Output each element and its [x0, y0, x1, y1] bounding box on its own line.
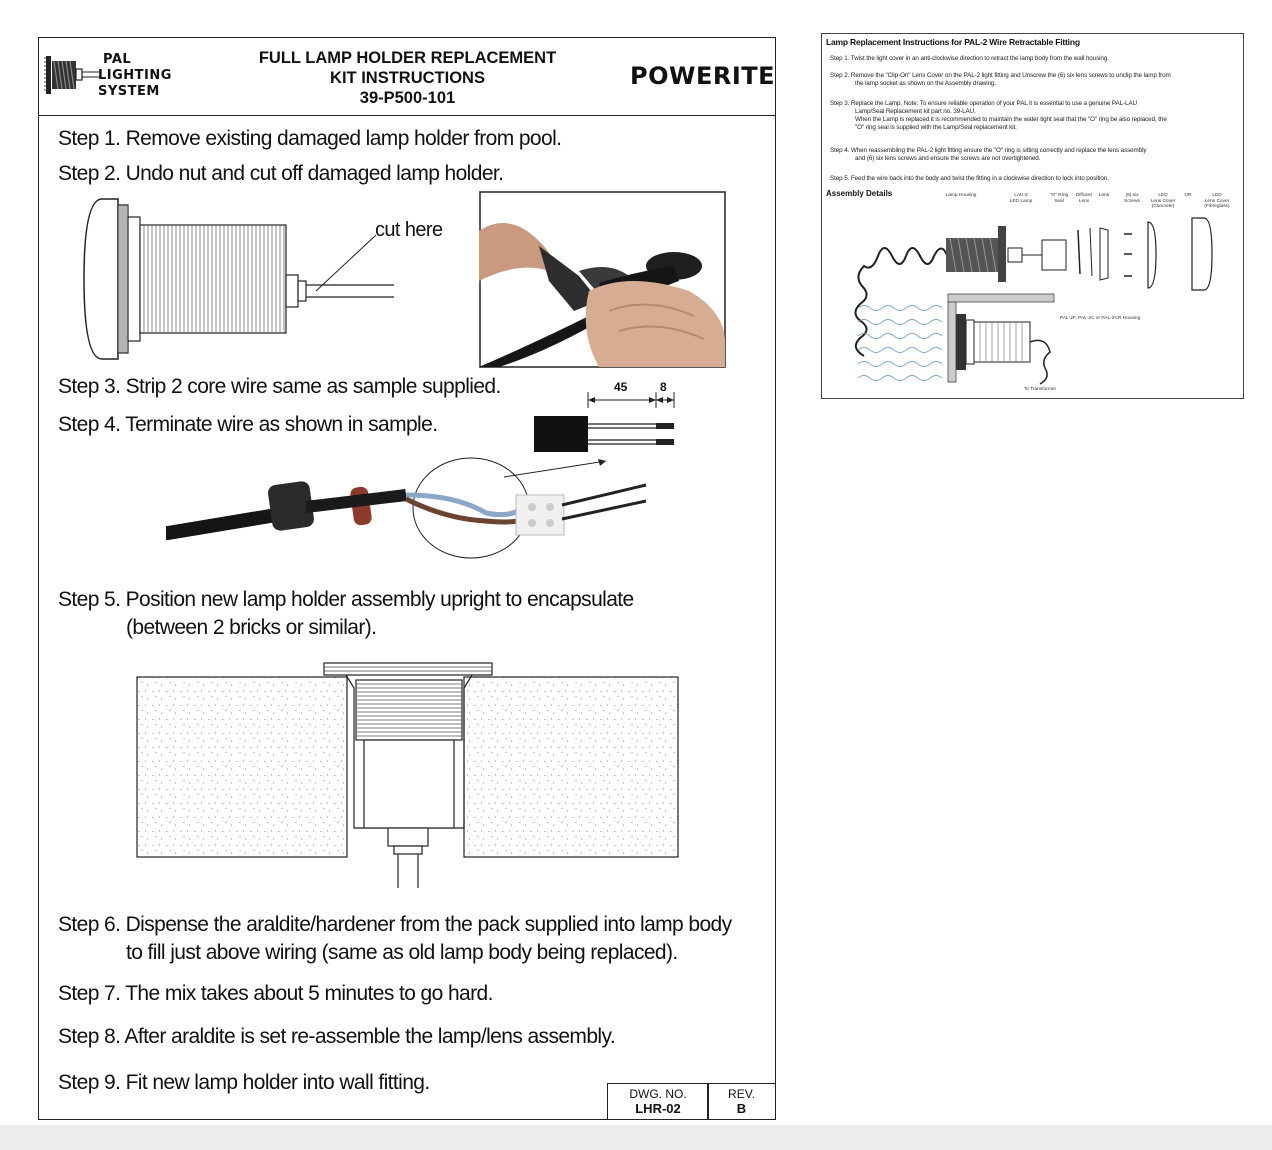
- drawing-number-cell: [607, 1083, 709, 1120]
- sheet2-step-2-continued: the lamp socket as shown on the Assembly drawing.: [855, 80, 997, 87]
- assembly-details-drawing: [850, 210, 1235, 388]
- revision-value: B: [736, 1101, 747, 1116]
- sheet2-step-3: Step 3. Replace the Lamp. Note: To ensure reliable operation of your PAL it is essential to use a genuine PAL-LAU: [830, 100, 1138, 107]
- label-diffuser-lens: Diffuser Lens: [1075, 193, 1093, 204]
- sheet2-step-2: Step 2. Remove the "Clip-On" Lens Cover on the PAL-2 light fitting and Unscrew the (6) six lens screws to unclip the lamp from: [830, 72, 1171, 79]
- sheet2-step-3-line2: Lamp/Seal Replacement kit part no. 39-LAU.: [855, 108, 976, 115]
- sheet2-step-3-line3: When the Lamp is replaced it is recommended to maintain the water tight seal that the "O" ring be also replaced, the: [855, 116, 1167, 123]
- sheet2-step-1: Step 1. Twist the light cover in an anti-clockwise direction to retract the lamp body from the wall housing.: [830, 55, 1109, 62]
- sheet2-step-3-line4: "O" ring seal is supplied with the Lamp/Seal replacement kit.: [855, 124, 1017, 131]
- pal-lamp-logo-icon: [44, 52, 100, 100]
- sheet2-step-4: Step 4. When reassembling the PAL-2 light fitting ensure the "O" ring is sitting correctly and replace the lens assembly: [830, 147, 1147, 154]
- step-6-continued: to fill just above wiring (same as old lamp body being replaced).: [126, 941, 678, 964]
- drawing-number-value: LHR-02: [635, 1101, 681, 1116]
- step-5-continued: (between 2 bricks or similar).: [126, 616, 377, 639]
- dimension-45: 45: [614, 380, 628, 394]
- sheet2-step-5: Step 5. Feed the wire back into the body and twist the fitting in a clockwise direction to lock into position.: [830, 175, 1109, 182]
- label-housing-models: PAL-2F, PAL-2C or PAL-2CR Housing: [1060, 316, 1141, 321]
- step-4: Step 4. Terminate wire as shown in sample.: [58, 413, 438, 436]
- step-9: Step 9. Fit new lamp holder into wall fitting.: [58, 1071, 430, 1094]
- step-8: Step 8. After araldite is set re-assemble the lamp/lens assembly.: [58, 1025, 616, 1048]
- step-3: Step 3. Strip 2 core wire same as sample supplied.: [58, 375, 501, 398]
- label-lamp-housing: Lamp Housing: [945, 193, 977, 198]
- header-divider: [38, 115, 776, 116]
- viewer-bottom-bar: [0, 1125, 1272, 1150]
- dimension-8: 8: [660, 380, 667, 394]
- brand-logo-powerite: POWERITE: [630, 62, 776, 90]
- label-lens: Lens: [1098, 193, 1110, 198]
- label-led-lens-cover-fibreglass: LED Lens Cover (Fibreglass): [1204, 193, 1230, 210]
- sheet2-title: Lamp Replacement Instructions for PAL-2 Wire Retractable Fitting: [826, 37, 1080, 47]
- document-part-number: 39-P500-101: [359, 89, 456, 107]
- label-led-lens-cover-concrete: LED Lens Cover (Concrete): [1150, 193, 1176, 210]
- step-5: Step 5. Position new lamp holder assembly upright to encapsulate: [58, 588, 634, 611]
- document-title-line1: FULL LAMP HOLDER REPLACEMENT: [258, 49, 557, 67]
- sheet2-step-4-continued: and (6) six lens screws and ensure the screws are not overtightened.: [855, 155, 1041, 162]
- step-6: Step 6. Dispense the araldite/hardener from the pack supplied into lamp body: [58, 913, 732, 936]
- label-six-screws: (6) six Screws: [1124, 193, 1140, 204]
- revision-cell: [707, 1083, 776, 1120]
- revision-label: REV.: [728, 1087, 755, 1101]
- lamp-holder-cut-drawing: [80, 195, 400, 365]
- drawing-number-label: DWG. NO.: [629, 1087, 687, 1101]
- logo-text-system: SYSTEM: [98, 84, 160, 99]
- terminated-wire-photo: [166, 455, 648, 565]
- label-lau2: LAU-2 LED Lamp: [1009, 193, 1033, 204]
- document-title-line2: KIT INSTRUCTIONS: [330, 69, 485, 87]
- step-2: Step 2. Undo nut and cut off damaged lamp holder.: [58, 162, 504, 185]
- label-o-ring-seal: "O" Ring Seal: [1049, 193, 1069, 204]
- cut-here-label: cut here: [375, 219, 443, 241]
- label-or: OR: [1184, 193, 1192, 198]
- logo-text-lighting: LIGHTING: [98, 68, 172, 83]
- assembly-details-heading: Assembly Details: [826, 189, 893, 198]
- logo-text-pal: PAL: [103, 52, 132, 67]
- step-7: Step 7. The mix takes about 5 minutes to go hard.: [58, 982, 493, 1005]
- step-1: Step 1. Remove existing damaged lamp holder from pool.: [58, 127, 562, 150]
- label-to-transformer: To Transformer: [1023, 387, 1057, 392]
- cutting-photo: [479, 191, 726, 368]
- encapsulation-bricks-drawing: [136, 660, 680, 890]
